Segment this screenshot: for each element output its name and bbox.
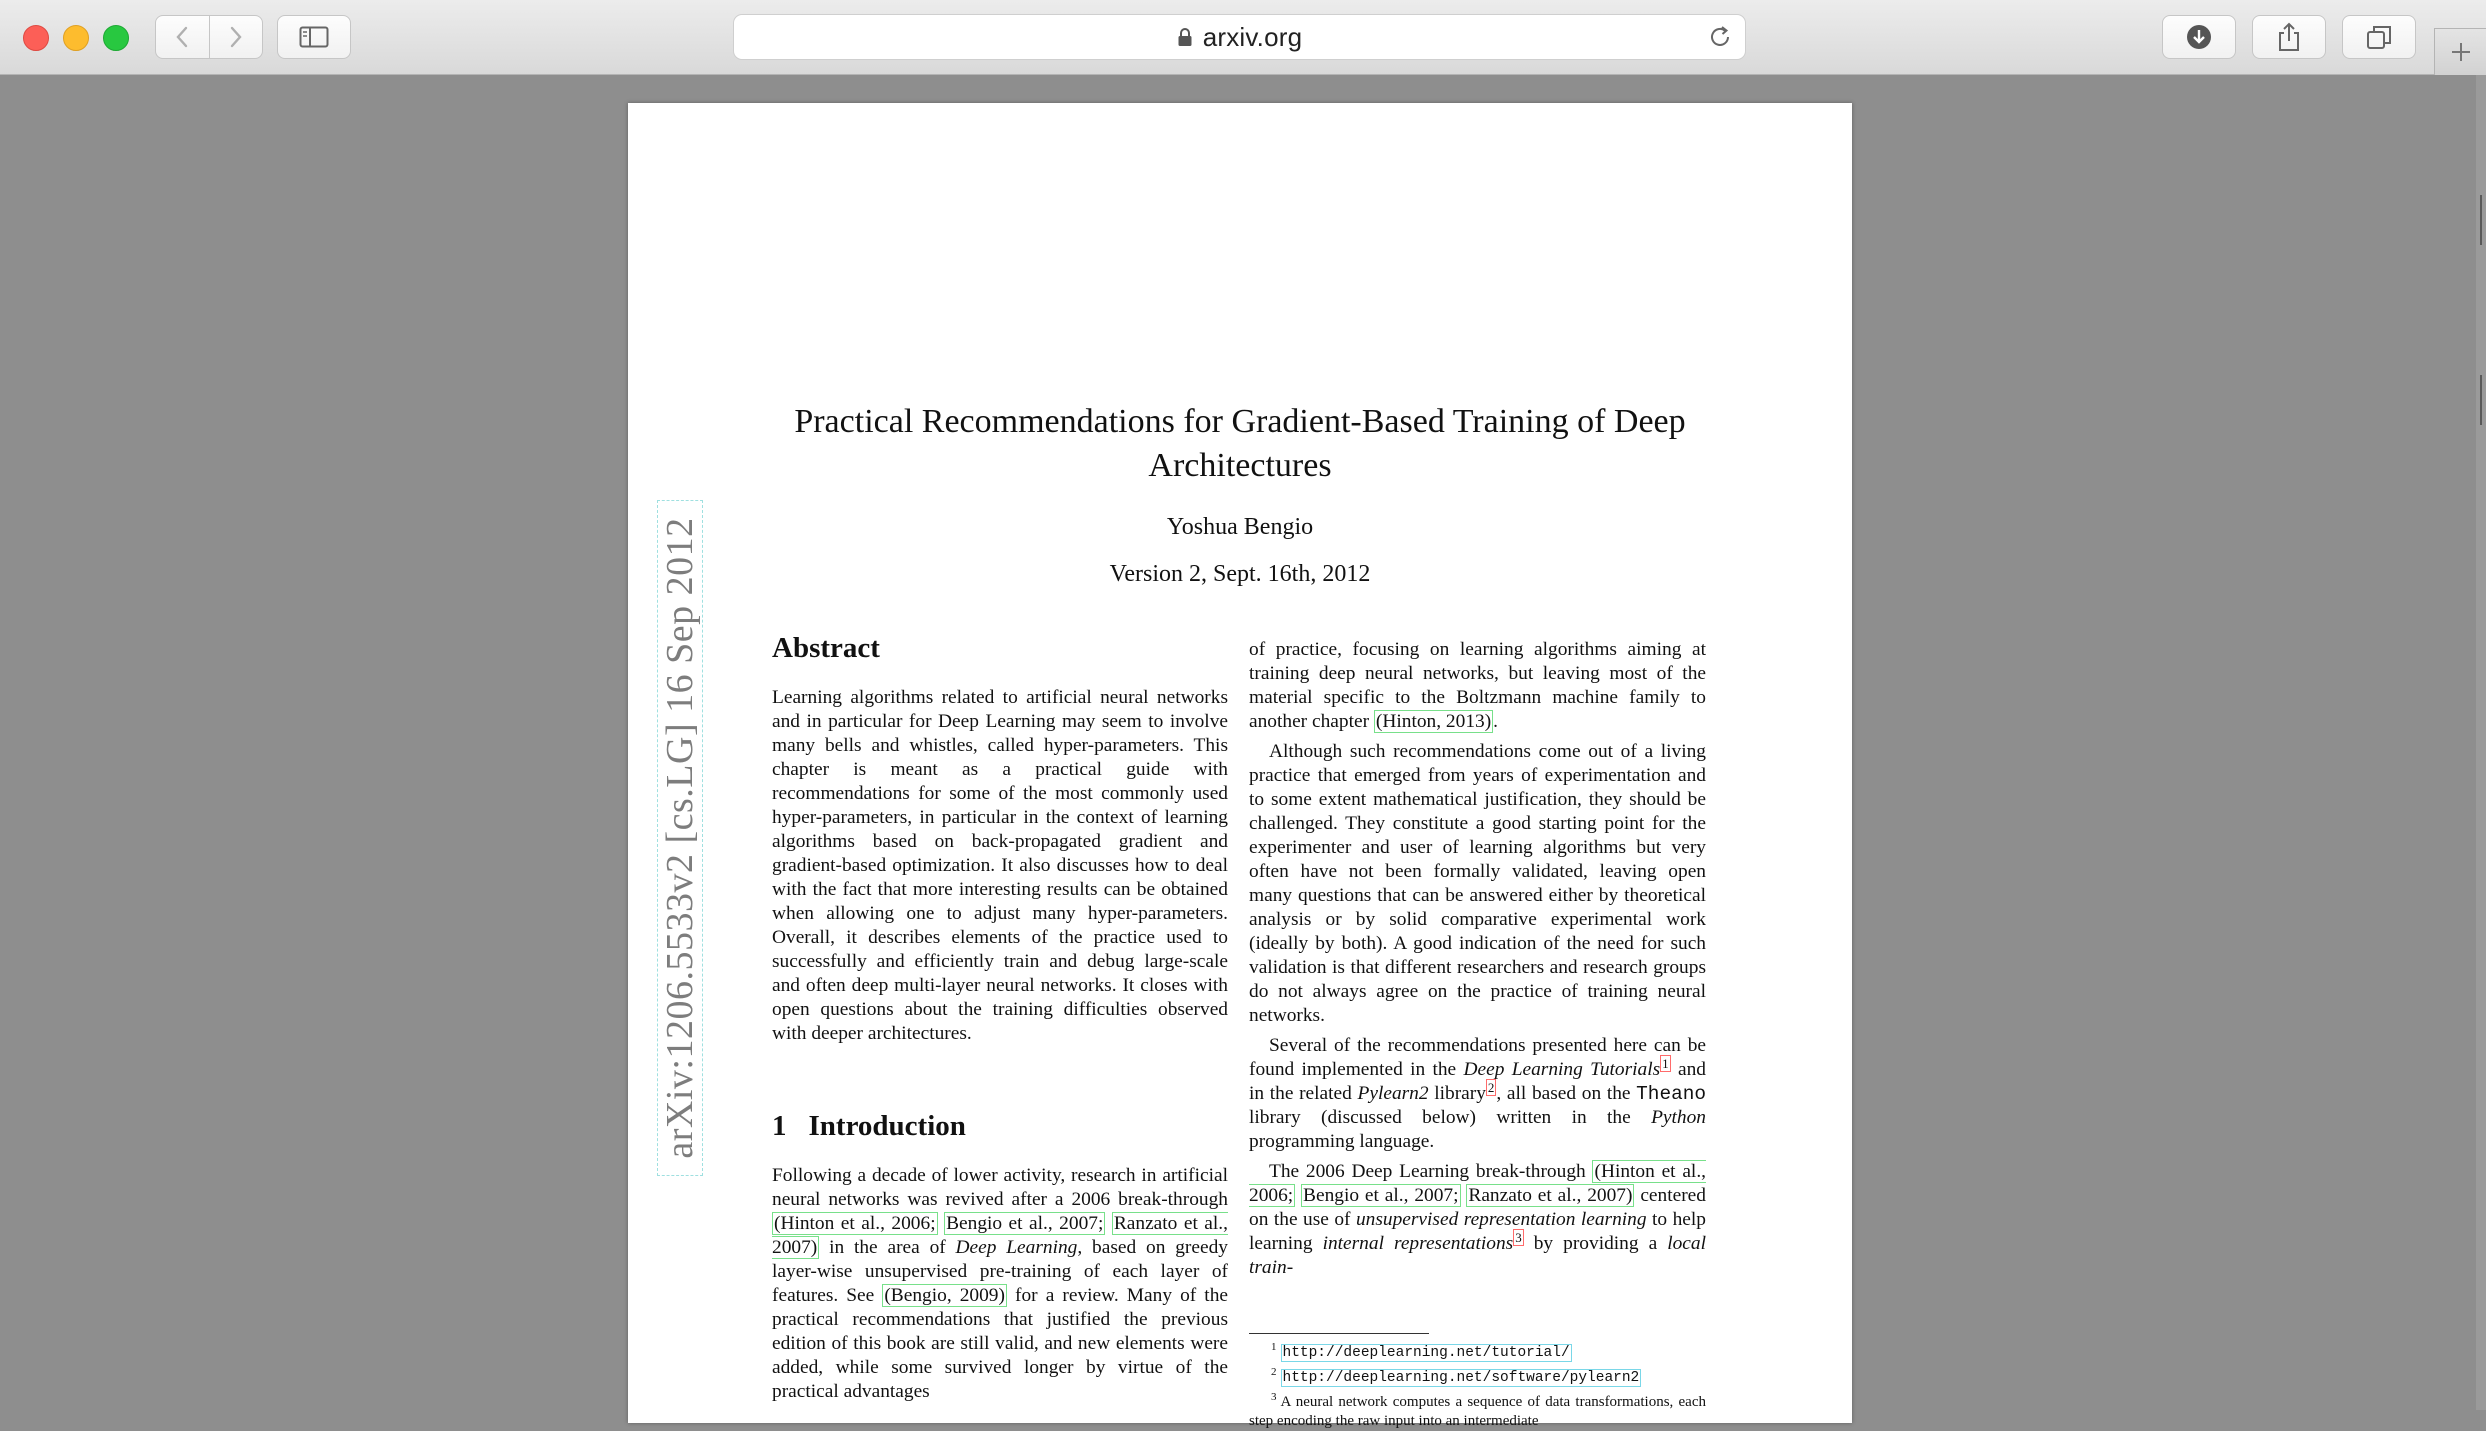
footnote-number: 2 xyxy=(1271,1366,1277,1378)
intro-section-title: Introduction xyxy=(808,1110,966,1142)
abstract-text: Learning algorithms related to artificial neural networks and in particular for Deep Learning may seem to involve many bells and whistles, called hyper-parameters. This chapter is meant as a practical guide with recommendations for some of the most commonly used hyper-parameters, in particular in the context of learning algorithms based on back-propagated gradient and gradient-based optimization. It also discusses how to deal with the fact that more interesting results can be obtained when allowing one to adjust many hyper-parameters. Overall, it describes elements of the practice used to successfully and efficiently train and debug large-scale and often deep multi-layer neural networks. It closes with open questions about the training difficulties observed with deeper architectures. xyxy=(772,687,1228,1044)
citation-link[interactable]: Ranzato et al., 2007) xyxy=(772,1213,1228,1258)
footnote-link[interactable]: 2 xyxy=(1487,1079,1495,1095)
footnote-1 xyxy=(1249,1338,1706,1363)
right-column xyxy=(1249,638,1706,1280)
footnote-number: 1 xyxy=(1271,1341,1277,1353)
sidebar-icon xyxy=(299,26,329,48)
tabs-icon xyxy=(2366,24,2392,50)
right-paragraph: Although such recommendations come out of a living practice that emerged from years of experimentation and to some extent mathematical justification, they should be challenged. They constitute a good starting point for the experimenter and user of learning algorithms but very often have not been formally validated, leaving open many questions that can be answered either by theoretical analysis or by solid comparative experimental work (ideally by both). A good indication of the need for such validation is that different researchers and research groups do not always agree on the practice of training neural networks. xyxy=(1249,741,1706,1026)
body-text: library (discussed below) written in the xyxy=(1249,1107,1652,1128)
intro-text: for a review. Many of the practical recommendations that justified the previous edition of this book are still valid, and new elements were added, while some survived longer by virtue of the practical advantages xyxy=(772,1285,1228,1402)
body-text: library xyxy=(1428,1083,1486,1104)
body-code: Theano xyxy=(1636,1083,1706,1105)
lock-icon xyxy=(1177,27,1193,47)
footnote-url-link[interactable]: http://deeplearning.net/tutorial/ xyxy=(1282,1345,1570,1361)
intro-paragraph xyxy=(772,1164,1228,1404)
body-text: by providing a xyxy=(1523,1233,1668,1254)
citation-link[interactable]: (Hinton et al., 2006; xyxy=(1249,1161,1707,1206)
paper-author: Yoshua Bengio xyxy=(1166,514,1314,540)
body-text: . xyxy=(1493,711,1499,732)
intro-section-number: 1 xyxy=(772,1110,787,1142)
body-text: and in the related xyxy=(1249,1059,1706,1104)
body-emphasis: internal representations xyxy=(1322,1233,1514,1254)
close-window-button[interactable] xyxy=(23,25,49,51)
abstract-body xyxy=(772,686,1228,1046)
forward-button[interactable] xyxy=(209,16,263,58)
body-text: to help learning xyxy=(1249,1209,1706,1254)
arxiv-id-stamp[interactable] xyxy=(657,500,703,1176)
citation-link[interactable]: Bengio et al., 2007; xyxy=(946,1213,1104,1234)
citation-link[interactable]: Ranzato et al., 2007) xyxy=(1468,1185,1633,1206)
footnote-link[interactable]: 3 xyxy=(1515,1229,1522,1245)
right-paragraph xyxy=(1249,638,1706,734)
body-text: of practice, focusing on learning algorithms aiming at training deep neural networks, but leaving most of the material specific to the Boltzmann machine family to another chapter xyxy=(1249,639,1706,732)
new-tab-button[interactable] xyxy=(2434,28,2486,75)
body-emphasis: Python xyxy=(1651,1107,1706,1128)
paper-title-line2: Architectures xyxy=(1148,447,1332,484)
footnote-text: A neural network computes a sequence of data transformations, each step encoding the raw input into an intermediate xyxy=(1249,1394,1706,1429)
citation-link[interactable]: (Bengio, 2009) xyxy=(884,1285,1005,1306)
footnotes xyxy=(1249,1338,1706,1431)
footnote-link[interactable]: 1 xyxy=(1662,1055,1669,1071)
body-text: The 2006 Deep Learning break-through xyxy=(1269,1161,1593,1182)
body-emphasis: Pylearn2 xyxy=(1357,1083,1429,1104)
download-icon xyxy=(2185,23,2213,51)
downloads-button[interactable] xyxy=(2162,15,2236,59)
window-edge-scrollbar[interactable] xyxy=(2476,75,2486,1410)
plus-icon xyxy=(2450,41,2472,63)
paper-title-line1: Practical Recommendations for Gradient-Based Training of Deep xyxy=(794,403,1686,440)
body-text: centered on the use of xyxy=(1249,1185,1706,1230)
footnote-url-link[interactable]: http://deeplearning.net/software/pylearn2 xyxy=(1282,1370,1640,1386)
back-button[interactable] xyxy=(156,16,209,58)
right-paragraph xyxy=(1249,1034,1706,1154)
zoom-window-button[interactable] xyxy=(103,25,129,51)
nav-button-group xyxy=(155,15,263,59)
citation-link[interactable]: (Hinton, 2013) xyxy=(1375,711,1492,732)
intro-heading xyxy=(772,1110,966,1143)
intro-emphasis: Deep Learning xyxy=(955,1237,1078,1258)
tabs-overview-button[interactable] xyxy=(2342,15,2416,59)
share-button[interactable] xyxy=(2252,15,2326,59)
intro-text: in the area of xyxy=(819,1237,956,1258)
address-bar[interactable] xyxy=(733,14,1746,60)
address-url: arxiv.org xyxy=(1202,21,1303,52)
body-text: Several of the recommendations presented here can be found implemented in the xyxy=(1249,1035,1706,1080)
body-emphasis: unsupervised representation learning xyxy=(1355,1209,1647,1230)
citation-link[interactable]: Bengio et al., 2007; xyxy=(1303,1185,1459,1206)
browser-toolbar xyxy=(0,0,2486,75)
sidebar-button[interactable] xyxy=(277,15,351,59)
intro-text: Following a decade of lower activity, research in artificial neural networks was revived after a 2006 break-through xyxy=(772,1165,1228,1210)
body-emphasis: local train- xyxy=(1249,1233,1706,1278)
reload-icon xyxy=(1707,24,1733,50)
intro-text: , based on greedy layer-wise unsupervised pre-training of each layer of features. See xyxy=(772,1237,1228,1306)
minimize-window-button[interactable] xyxy=(63,25,89,51)
chevron-right-icon xyxy=(229,25,243,49)
body-text: , all based on the xyxy=(1496,1083,1637,1104)
footnote-number: 3 xyxy=(1271,1391,1277,1403)
share-icon xyxy=(2277,22,2301,52)
paper-version: Version 2, Sept. 16th, 2012 xyxy=(1109,561,1371,587)
footnote-2 xyxy=(1249,1363,1706,1388)
footnote-divider xyxy=(1249,1333,1429,1334)
abstract-heading: Abstract xyxy=(772,632,880,664)
intro-body xyxy=(772,1164,1228,1404)
right-paragraph xyxy=(1249,1160,1706,1280)
chevron-left-icon xyxy=(175,25,189,49)
arxiv-id-text: arXiv:1206.5533v2 [cs.LG] 16 Sep 2012 xyxy=(659,517,701,1159)
body-text: programming language. xyxy=(1249,1131,1435,1152)
paper-title xyxy=(628,400,1852,488)
body-emphasis: Deep Learning Tutorials xyxy=(1463,1059,1661,1080)
reload-button[interactable] xyxy=(1707,24,1733,55)
citation-link[interactable]: (Hinton et al., 2006; xyxy=(774,1213,936,1234)
